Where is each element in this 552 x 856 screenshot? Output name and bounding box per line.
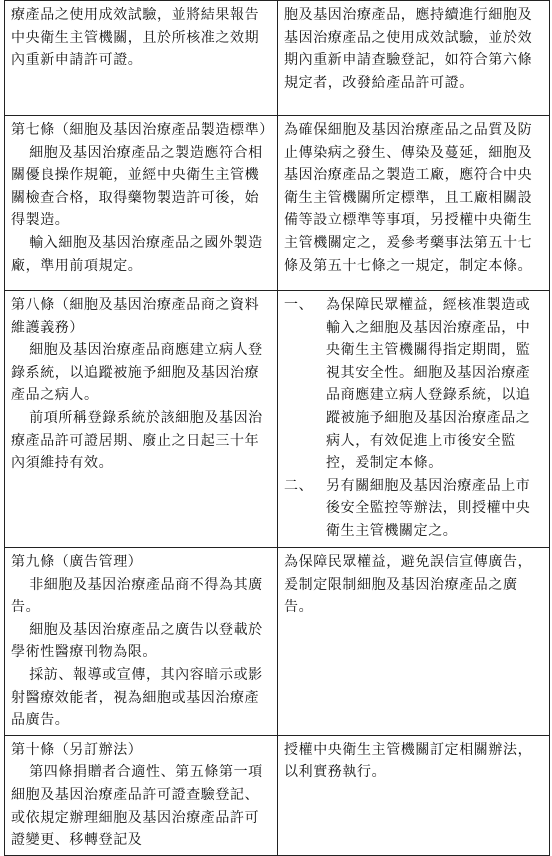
provision-paragraph: 前項所稱登錄系統於該細胞及基因治療產品許可證居期、廢止之日起三十年內須維持有效。 [11,409,263,472]
explanation-paragraph: 授權中央衛生主管機關訂定相關辦法，以利實務執行。 [284,741,533,781]
item-text: 另有關細胞及基因治療產品上市後安全監控等辦法，則授權中央衛生主管機關定之。 [326,477,531,539]
explanation-paragraph: 為確保細胞及基因治療產品之品質及防止傳染病之發生、傳染及蔓延，細胞及基因治療產品之製造工廠，應符合中央衛生主管機關所定標準，且工廠相關設備等設立標準等事項，另授權中央衛生主管機關定之，爰參考藥事法第五十七條及第五十七條之一規定，制定本條。 [284,122,533,274]
explanation-paragraph: 為保障民眾權益，避免誤信宣傳廣告，爰制定限制細胞及基因治療產品之廣告。 [284,554,533,616]
article-title: 第八條（細胞及基因治療產品商之資料維護義務） [11,297,260,336]
article-title: 第七條（細胞及基因治療產品製造標準） [11,122,274,138]
table-row [5,116,550,291]
provision-paragraph: 細胞及基因治療產品之廣告以登載於學術性醫療刊物為限。 [11,621,263,661]
legislation-comparison-table [4,0,550,856]
explanation-cell [278,548,550,736]
provision-paragraph: 細胞及基因治療產品之製造應符合相關優良操作規範，並經中央衛生主管機關檢查合格，取得藥物製造許可後，始得製造。 [11,144,263,229]
explanation-item [284,475,544,543]
table-row [5,1,550,116]
table-row [5,735,550,855]
item-number: 二、 [284,477,314,494]
explanation-cell [278,735,550,855]
article-title: 第九條（廣告管理） [11,554,143,570]
table-row [5,548,550,736]
explanation-cell [278,116,550,291]
explanation-paragraph: 胞及基因治療產品，應持續進行細胞及基因治療產品之使用成效試驗，並於效期內重新申請查驗登記，如符合第六條規定者，改發給產品許可證。 [284,7,533,91]
explanation-item [284,294,544,475]
table-row [5,291,550,548]
provision-cell [5,116,278,291]
provision-paragraph: 輸入細胞及基因治療產品之國外製造廠，準用前項規定。 [11,234,263,274]
provision-paragraph: 第四條捐贈者合適性、第五條第一項細胞及基因治療產品許可證查驗登記、或依規定辦理細胞及基因治療產品許可證變更、移轉登記及 [11,764,263,849]
provision-cell [5,291,278,548]
provision-cell [5,548,278,736]
provision-cell [5,1,278,116]
document-page [4,0,549,856]
explanation-cell [278,291,550,548]
item-number: 一、 [284,297,314,313]
article-title: 第十條（另訂辦法） [11,741,143,758]
provision-paragraph: 療產品之使用成效試驗，並將結果報告中央衛生主管機關，且於所核准之效期內重新申請許可證。 [11,7,260,69]
explanation-cell [278,1,550,116]
item-text: 為保障民眾權益，經核准製造或輸入之細胞及基因治療產品，中央衛生主管機關得指定期間，監視其安全性。細胞及基因治療產品商應建立病人登錄系統，以追蹤被施予細胞及基因治療產品之病人，有效促進上市後安全監控，爰制定本條。 [326,297,531,472]
provision-paragraph: 採訪、報導或宣傳，其內容暗示或影射醫療效能者，視為細胞或基因治療產品廣告。 [11,666,263,729]
provision-cell [5,735,278,855]
provision-paragraph: 細胞及基因治療產品商應建立病人登錄系統，以追蹤被施予細胞及基因治療產品之病人。 [11,342,263,404]
provision-paragraph: 非細胞及基因治療產品商不得為其廣告。 [11,576,263,616]
